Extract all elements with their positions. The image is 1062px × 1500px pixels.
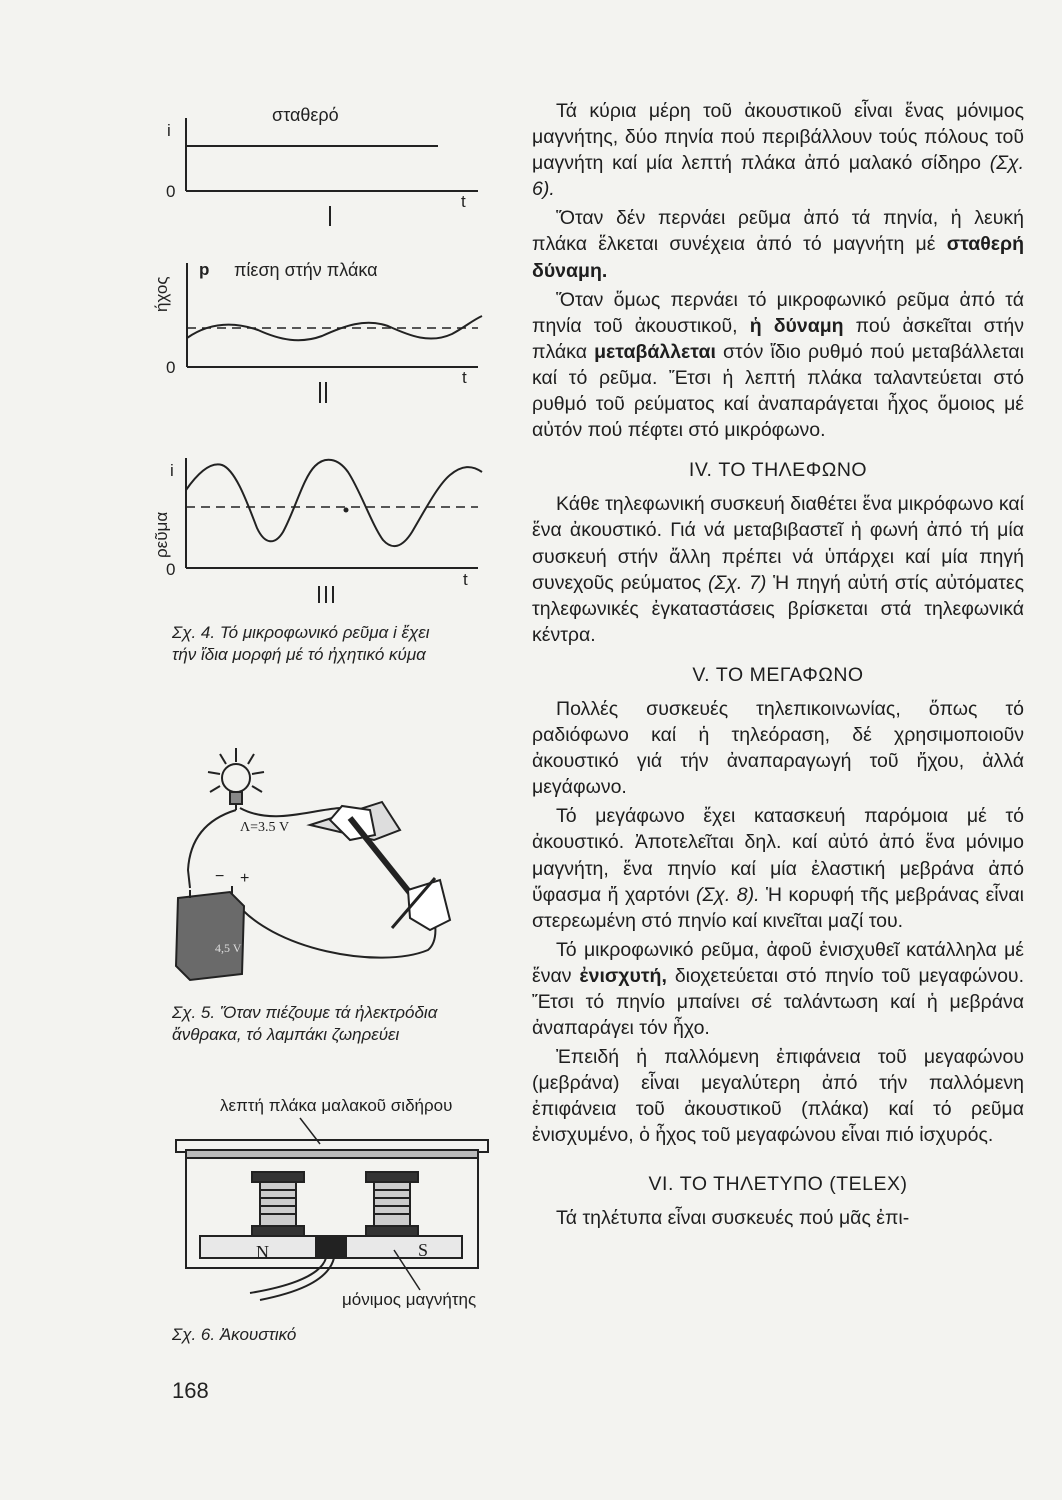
body-text-column (532, 98, 1024, 1234)
battery-label: 4,5 V (215, 941, 242, 955)
left-coil-icon (252, 1172, 304, 1236)
graph2-y-label: ήχος (152, 276, 171, 312)
paragraph-3: Ὅταν ὅμως περνάει τό μικροφωνικό ρεῦμα ἀπό τά πηνία τοῦ ἀκουστικοῦ, ἡ δύναμη πού ἀσκεῖται στήν πλάκα μεταβάλλεται στόν ἴδιο ρυθμό πού μεταβάλλεται καί τό ρεῦμα. Ἔτσι ἡ λεπτή πλάκα ταλαντεύεται στό ρυθμό τοῦ ρεύματος καί ἀναπαράγεται ἦχος ὅμοιος μέ αὐτόν πού πέφτει στό μικρόφωνο. (532, 288, 1025, 442)
figure-5-circuit (160, 740, 500, 990)
figure5-caption: Σχ. 5. Ὅταν πιέζουμε τά ἠλεκτρόδια ἄνθρακα, τό λαμπάκι ζωηρεύει (172, 1003, 438, 1044)
heading-telephone: IV. ΤΟ ΤΗΛΕΦΩΝΟ (688, 459, 868, 482)
graph2-origin: 0 (166, 358, 176, 377)
paragraph-6: Τό μεγάφωνο ἔχει κατασκευή παρόμοια μέ τό ἀκουστικό. Ἀποτελεῖται δηλ. καί αὐτό ἀπό ἕνα μόνιμο μαγνήτη, ἕνα πηνίο καί μία ἐλαστική μεβράνα ἀπό ὕφασμα ἤ χαρτόνι (Σχ. 8). Ἡ κορυφή τῆς μεβράνας εἶναι στερεωμένη στό πηνίο καί κινεῖται μαζί του. (532, 805, 1024, 932)
graph1-title: σταθερό (272, 105, 339, 125)
figure-6-receiver (170, 1118, 510, 1318)
graph3-i-label: i (170, 461, 174, 480)
paragraph-9: Τά τηλέτυπα εἶναι συσκευές πού μᾶς ἐπι- (556, 1206, 910, 1229)
graph3-current-wave (186, 460, 482, 546)
iron-plate (186, 1150, 478, 1158)
battery-icon (176, 892, 244, 980)
graph1-y-label: i (167, 121, 171, 140)
graph3-y-label: ρεῦμα (152, 511, 171, 558)
graph2-p-label: p (199, 260, 210, 279)
figure6-caption: Σχ. 6. Ἀκουστικό (172, 1325, 297, 1344)
paragraph-4: Κάθε τηλεφωνική συσκευή διαθέτει ἕνα μικρόφωνο καί ἕνα ἀκουστικό. Γιά νά μεταβιβαστεῖ ἡ φωνή ἀπό τή μία συσκευή στήν ἄλλη πρέπει νά ὑπάρχει καί μία πηγή συνεχοῦς ρεύματος (Σχ. 7) Ἡ πηγή αὐτή στίς αὐτόματες τηλεφωνικές ἐγκαταστάσεις βρίσκεται στά τηλεφωνικά κέντρα. (532, 493, 1024, 646)
plate-label: λεπτή πλάκα μαλακοῦ σιδήρου (220, 1096, 453, 1115)
figure4-caption: Σχ. 4. Τό μικροφωνικό ρεῦμα i ἔχει τήν ἴδια μορφή μέ τό ἠχητικό κύμα (172, 623, 430, 664)
battery-minus: − (215, 868, 225, 885)
graph1-origin: 0 (166, 182, 176, 201)
graph1-t-label: t (461, 192, 466, 211)
graph2-t-label: t (462, 368, 467, 387)
north-pole-label: N (256, 1242, 269, 1262)
heading-telex: VI. ΤΟ ΤΗΛΕΤΥΠΟ (TELEX) (648, 1172, 908, 1195)
graph3-t-label: t (463, 570, 468, 589)
bulb-icon (222, 764, 250, 792)
heading-loudspeaker: V. ΤΟ ΜΕΓΑΦΩΝΟ (692, 663, 864, 686)
graph2-title: πίεση στήν πλάκα (234, 260, 378, 280)
magnet-label: μόνιμος μαγνήτης (342, 1290, 477, 1309)
page-number: 168 (172, 1378, 209, 1403)
battery-plus: + (240, 870, 250, 887)
graph3-origin: 0 (166, 560, 176, 579)
figure-4-graphs (0, 0, 540, 600)
voltage-label: Λ=3.5 V (240, 820, 290, 835)
right-coil-icon (366, 1172, 418, 1236)
south-pole-label: S (418, 1240, 429, 1260)
paragraph-8: Ἐπειδή ἡ παλλόμενη ἐπιφάνεια τοῦ μεγαφώνου (μεβράνα) εἶναι μεγαλύτερη ἀπό τήν παλλόμενη ἐπιφάνεια τοῦ ἀκουστικοῦ (πλάκα) καί τό ρεῦμα ἐνισχυμένο, ὁ ἦχος τοῦ μεγαφώνου εἶναι πιό ἰσχυρός. (532, 1046, 1024, 1147)
graph2-pressure-wave (187, 316, 482, 340)
paragraph-2: Ὅταν δέν περνάει ρεῦμα ἀπό τά πηνία, ἡ λευκή πλάκα ἕλκεται συνέχεια ἀπό τό μαγνήτη μέ σταθερή δύναμη. (532, 207, 1024, 282)
paragraph-7: Τό μικροφωνικό ρεῦμα, ἀφοῦ ἐνισχυθεῖ κατάλληλα μέ ἕναν ἐνισχυτή, διοχετεύεται στό πηνίο τοῦ μεγαφώνου. Ἔτσι τό πηνίο μπαίνει σέ ταλάντωση καί ἡ μεβράνα ἀναπαράγει τόν ἦχο. (532, 938, 1025, 1040)
paragraph-5: Πολλές συσκευές τηλεπικοινωνίας, ὅπως τό ραδιόφωνο καί ἡ τηλεόραση, δέ χρησιμοποιοῦν ἀκουστικό γιά τήν ἀναπαραγωγή τοῦ ἤχου, ἀλλά μεγάφωνο. (532, 697, 1024, 799)
paragraph-1: Τά κύρια μέρη τοῦ ἀκουστικοῦ εἶναι ἕνας μόνιμος μαγνήτης, δύο πηνία πού περιβάλλουν τούς πόλους τοῦ μαγνήτη καί μία λεπτή πλάκα ἀπό μαλακό σίδηρο (Σχ. 6). (532, 100, 1024, 201)
